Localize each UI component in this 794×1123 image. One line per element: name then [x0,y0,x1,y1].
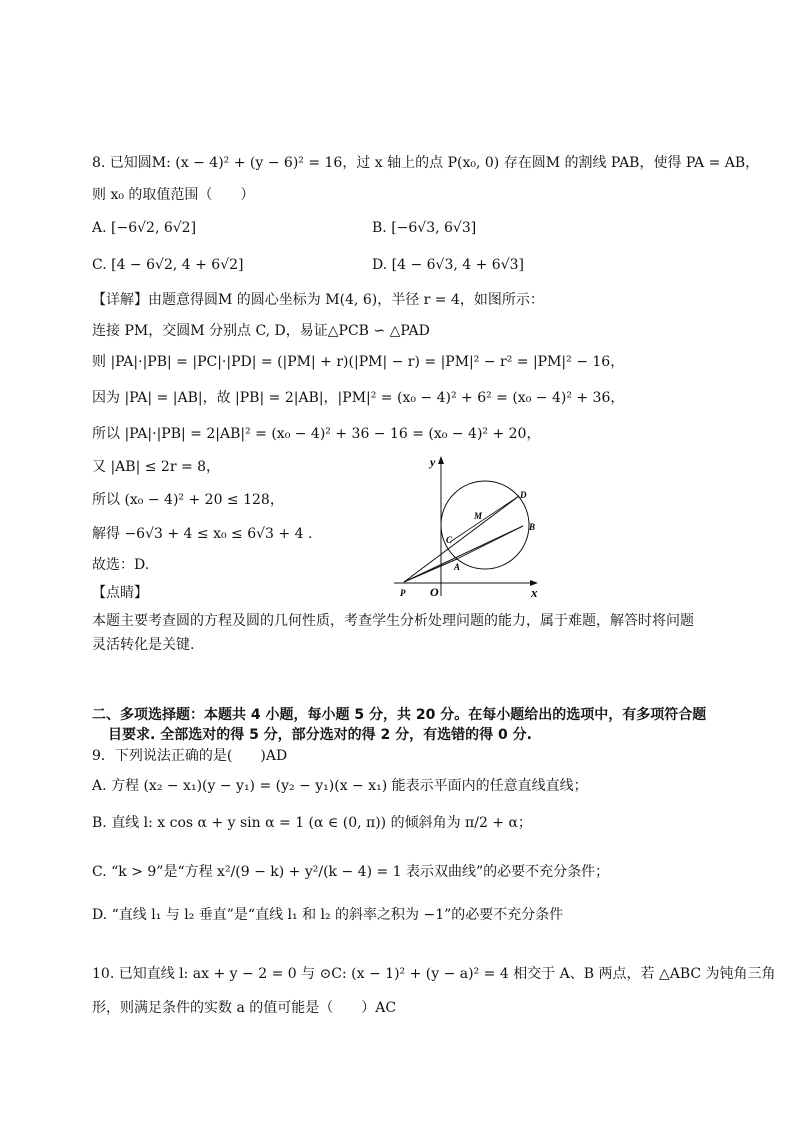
solution-remark-text: 本题主要考查圆的方程及圆的几何性质，考查学生分析处理问题的能力，属于难题，解答时将问题灵活转化是关键. [92,613,694,653]
solution-line-4: 因为 |PA| = |AB|，故 |PB| = 2|AB|，|PM|² = (x₀ − 4)² + 6² = (x₀ − 4)² + 36， [92,390,625,406]
line-pd [404,496,519,582]
q9-option-c: C. “k > 9”是“方程 x²/(9 − k) + y²/(k − 4) = 1 表示双曲线”的必要不充分条件； [92,864,610,880]
label-y: y [430,455,436,469]
q9-stem: 9．下列说法正确的是( )AD [92,748,288,764]
line-pb [404,526,523,582]
solution-line-9: 故选：D. [92,557,150,573]
geometry-figure [390,450,550,602]
q10-stem-line1: 10. 已知直线 l: ax + y − 2 = 0 与 ⊙C: (x − 1)² + (y − a)² = 4 相交于 A、B 两点，若 △ABC 为钝角三角 [92,966,776,982]
solution-line-6: 又 |AB| ≤ 2r = 8， [92,459,221,475]
label-c: C [446,535,453,545]
label-o: O [430,585,439,599]
solution-line-1: 【详解】由题意得圆M 的圆心坐标为 M(4, 6)，半径 r = 4，如图所示： [92,292,544,308]
q9-option-a: A. 方程 (x₂ − x₁)(y − y₁) = (y₂ − y₁)(x − x₁) 能表示平面内的任意直线直线； [92,778,588,794]
solution-remark-header: 【点睛】 [92,585,148,601]
q8-option-d: D. [4 − 6√3, 4 + 6√3] [372,257,524,273]
label-p: P [400,588,406,598]
circle-m [441,481,529,569]
line-cd [450,496,519,542]
q9-option-b: B. 直线 l: x cos α + y sin α = 1 (α ∈ (0, π)) 的倾斜角为 π/2 + α； [92,815,532,831]
q8-stem-line1: 8. 已知圆M: (x − 4)² + (y − 6)² = 16，过 x 轴上的点 P(x₀, 0) 存在圆M 的割线 PAB，使得 PA = AB， [92,155,760,171]
label-x: x [531,585,538,600]
section2-header-line2: 目要求. 全部选对的得 5 分，部分选对的得 2 分，有选错的得 0 分. [108,727,532,743]
solution-line-2: 连接 PM，交圆M 分别点 C, D，易证△PCB ∽ △PAD [92,323,430,339]
q10-stem-line2: 形，则满足条件的实数 a 的值可能是（ ）AC [92,1000,397,1016]
solution-line-5: 所以 |PA|·|PB| = 2|AB|² = (x₀ − 4)² + 36 − 16 = (x₀ − 4)² + 20， [92,426,541,442]
label-b: B [529,522,536,532]
solution-line-8: 解得 −6√3 + 4 ≤ x₀ ≤ 6√3 + 4 . [92,526,313,542]
y-axis-arrow [438,456,444,464]
label-m: M [474,511,483,521]
label-a: A [454,562,461,572]
q8-stem-line2: 则 x₀ 的取值范围（ ） [92,187,255,203]
q9-option-d: D. “直线 l₁ 与 l₂ 垂直”是“直线 l₁ 和 l₂ 的斜率之积为 −1”的必要不充分条件 [92,907,564,923]
q8-option-a: A. [−6√2, 6√2] [92,220,197,236]
q8-option-b: B. [−6√3, 6√3] [372,220,477,236]
section2-header-line1: 二、多项选择题：本题共 4 小题，每小题 5 分，共 20 分。在每小题给出的选项中，有多项符合题 [92,707,707,723]
solution-line-3: 则 |PA|·|PB| = |PC|·|PD| = (|PM| + r)(|PM| − r) = |PM|² − r² = |PM|² − 16， [92,354,625,370]
label-d: D [520,490,527,500]
solution-line-7: 所以 (x₀ − 4)² + 20 ≤ 128， [92,492,284,508]
q8-option-c: C. [4 − 6√2, 4 + 6√2] [92,257,244,273]
